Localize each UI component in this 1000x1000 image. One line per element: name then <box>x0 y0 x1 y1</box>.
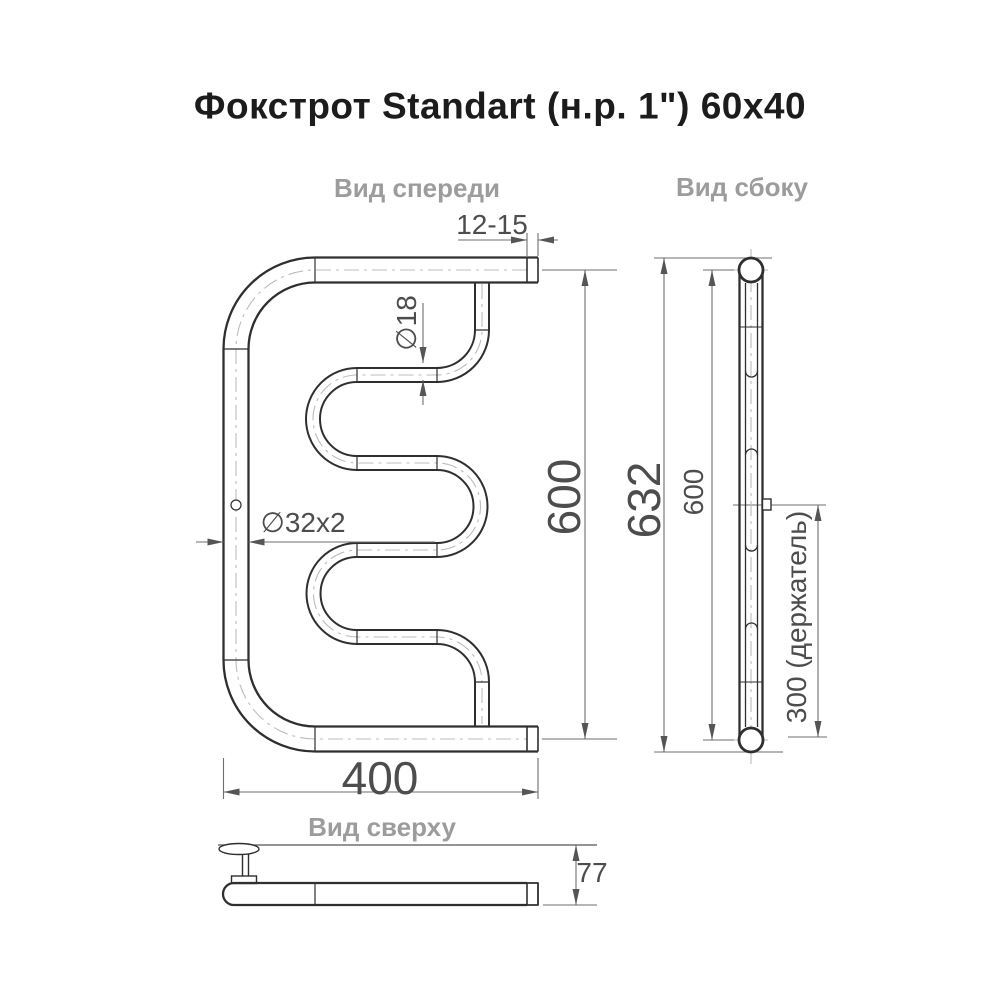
dim-overall-height: 632 <box>618 461 670 539</box>
vent-marker <box>231 500 241 510</box>
top-view-drawing <box>218 844 597 906</box>
dim-pipe-diameter: ∅32x2 <box>260 507 346 538</box>
dim-cap-offset: 12-15 <box>456 209 528 240</box>
rail-end-caps <box>527 258 538 752</box>
side-view-bottom-rail-circle <box>739 728 763 752</box>
dim-axis-height: 600 <box>678 468 709 516</box>
front-view-label: Вид спереди <box>334 173 500 203</box>
dim-front-height: 600 <box>538 458 590 536</box>
frame-pipe-outline <box>224 258 539 752</box>
front-view-tangent-ticks <box>224 258 490 752</box>
page-title: Фокстрот Standart (н.р. 1") 60x40 <box>193 85 807 127</box>
dim-serpentine-diameter: ∅18 <box>391 295 422 351</box>
side-view-label: Вид сбоку <box>675 172 809 202</box>
dim-holder-height: 300 (держатель) <box>781 510 812 724</box>
top-view-holder <box>219 844 259 884</box>
dim-front-width: 400 <box>341 752 419 804</box>
top-view-pipe-outline <box>223 883 538 905</box>
side-view-top-rail-circle <box>739 258 763 282</box>
holder-bracket <box>763 499 772 510</box>
front-view-centerlines <box>236 270 527 739</box>
dim-depth: 77 <box>576 857 608 888</box>
top-view-label: Вид сверху <box>308 812 456 842</box>
